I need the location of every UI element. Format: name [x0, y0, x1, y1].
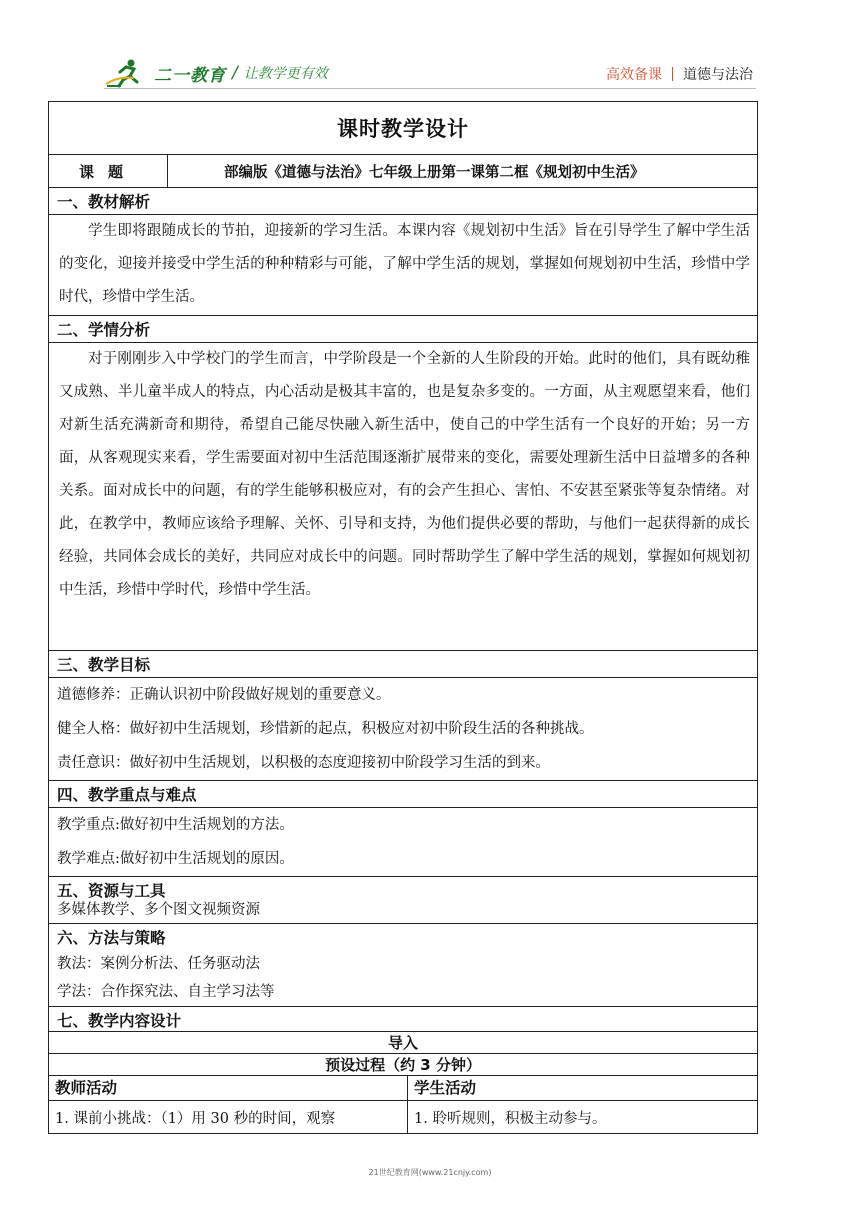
section-heading-learner: 二、学情分析 — [49, 316, 758, 343]
slogan-divider: / — [232, 63, 238, 83]
section-body-material — [49, 215, 758, 316]
lesson-design-table — [48, 101, 758, 1134]
page-footer: 21世纪教育网(www.21cnjy.com) — [368, 1168, 492, 1177]
section-heading-key-points: 四、教学重点与难点 — [49, 781, 758, 808]
key-point-line: 教学难点:做好初中生活规划的原因。 — [57, 851, 294, 867]
header-rule — [104, 88, 756, 89]
document-title: 课时教学设计 — [49, 102, 758, 155]
section-body-learner — [49, 343, 758, 651]
runner-logo-icon — [104, 58, 152, 88]
brand-name: 二一教育 — [154, 65, 226, 86]
section-heading-objectives: 三、教学目标 — [49, 651, 758, 678]
topic-value: 部编版《道德与法治》七年级上册第一课第二框《规划初中生活》 — [168, 155, 758, 188]
section-body-key-points — [49, 808, 758, 877]
header-subject: 道德与法治 — [683, 67, 753, 83]
teacher-activity-text: 1. 课前小挑战：（1）用 30 秒的时间，观察 — [49, 1101, 408, 1134]
learner-paragraph: 对于刚刚步入中学校门的学生而言，中学阶段是一个全新的人生阶段的开始。此时的他们，具有既幼稚又成熟、半儿童半成人的特点，内心活动是极其丰富的，也是复杂多变的。一方面，从主观愿望来看，他们对新生活充满新奇和期待，希望自己能尽快融入新生活中，使自己的中学生活有一个良好的开始；另一方面，从客观现实来看，学生需要面对初中生活范围逐渐扩展带来的变化，需要处理新生活中日益增多的各种关系。面对成长中的问题，有的学生能够积极应对，有的会产生担心、害怕、不安甚至紧张等复杂情绪。对此，在教学中，教师应该给予理解、关怀、引导和支持，为他们提供必要的帮助，与他们一起获得新的成长经验，共同体会成长的美好，共同应对成长中的问题。同时帮助学生了解中学生活的规划，掌握如何规划初中生活，珍惜中学时代，珍惜中学生活。 — [59, 351, 751, 598]
section-heading-material: 一、教材解析 — [49, 188, 758, 215]
process-heading: 预设过程（约 3 分钟） — [49, 1054, 758, 1076]
section-heading-content-design: 七、教学内容设计 — [49, 1007, 758, 1032]
resources-text: 多媒体教学、多个图文视频资源 — [57, 902, 260, 918]
header-separator — [672, 67, 673, 81]
material-paragraph: 学生即将跟随成长的节拍，迎接新的学习生活。本课内容《规划初中生活》旨在引导学生了解中学生活的变化，迎接并接受中学生活的种种精彩与可能，了解中学生活的规划，掌握如何规划初中生活，珍惜中学时代，珍惜中学生活。 — [59, 223, 751, 305]
intro-heading: 导入 — [49, 1032, 758, 1054]
header-right — [606, 64, 753, 84]
brand-slogan: 让教学更有效 — [243, 66, 328, 82]
header-tag: 高效备课 — [606, 67, 662, 83]
section-resources — [49, 877, 758, 924]
section-heading-methods: 六、方法与策略 — [57, 929, 166, 947]
section-body-objectives — [49, 678, 758, 781]
method-line: 学法：合作探究法、自主学习法等 — [57, 984, 275, 1000]
method-line: 教法：案例分析法、任务驱动法 — [57, 956, 260, 972]
topic-label: 课题 — [49, 155, 168, 188]
teacher-activity-heading: 教师活动 — [49, 1076, 408, 1101]
key-point-line: 教学重点:做好初中生活规划的方法。 — [57, 817, 294, 833]
objective-line: 道德修养：正确认识初中阶段做好规划的重要意义。 — [57, 687, 391, 703]
objective-line: 责任意识：做好初中生活规划，以积极的态度迎接初中阶段学习生活的到来。 — [57, 755, 550, 771]
student-activity-text: 1. 聆听规则，积极主动参与。 — [408, 1101, 758, 1134]
section-heading-resources: 五、资源与工具 — [57, 882, 166, 900]
page-header — [0, 0, 860, 100]
student-activity-heading: 学生活动 — [408, 1076, 758, 1101]
logo — [104, 58, 328, 88]
section-methods — [49, 924, 758, 1007]
objective-line: 健全人格：做好初中生活规划，珍惜新的起点，积极应对初中阶段生活的各种挑战。 — [57, 721, 594, 737]
